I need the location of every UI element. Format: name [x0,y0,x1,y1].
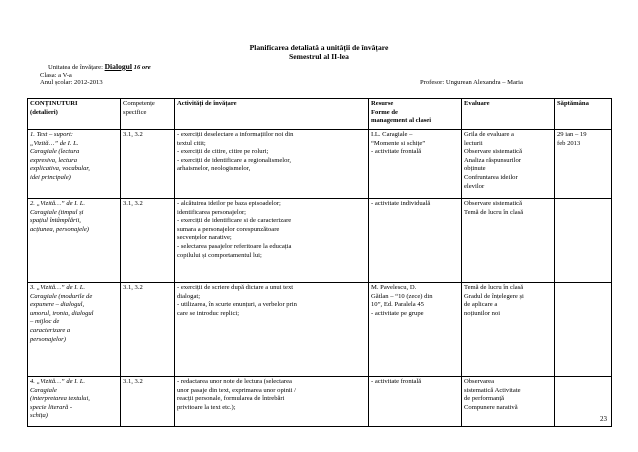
cell-week [555,283,612,377]
cell-line: Temă de lucru în clasă [464,208,524,216]
cell-line: CONȚINUTURI [30,100,78,107]
cell-line: arhaismelor, neologismelor, [177,165,251,173]
cell-line: spațiul întâmplării, [30,217,81,225]
cell-line: - exerciții de citire, citire pe roluri; [177,148,269,156]
cell-evaluation [462,283,555,377]
cell-line: Analiza răspunsurilor [464,156,521,164]
cell-line: noțiunilor noi [464,309,501,317]
cell-line: Resurse [371,100,394,107]
table-row [28,377,612,427]
cell-line: expunere – dialogul, [30,301,85,309]
cell-competences [121,199,175,283]
cell-content [28,283,121,377]
cell-line: “Momente si schițe” [371,139,426,147]
cell-line: I.L. Caragiale – [371,131,413,138]
cell-line: textul citit; [177,139,206,147]
cell-line: (detalieri) [30,108,58,116]
cell-line: Caragiale [30,386,57,394]
cell-line: (interpretarea textului, [30,395,90,403]
cell-line: - exerciții deselectare a informațiilor noi din [177,131,294,138]
cell-line: Caragiale (modurile de [30,292,93,300]
cell-content [28,377,121,427]
cell-line: Caragiale (lectura [30,148,80,156]
header-resources [369,99,462,130]
cell-line: Observarea [464,378,495,385]
table-header-row [28,99,612,130]
page-title: Planificarea detaliată a unității de învățare [249,43,389,52]
cell-line: acțiunea, personajele) [30,225,89,233]
cell-line: dialogat; [177,292,201,300]
cell-line: - redactarea unor note de lectura (selectarea [177,378,292,385]
header-evaluation [462,99,555,130]
cell-line: Gradul de înțelegere și [464,292,524,300]
cell-resources [369,199,462,283]
cell-line: Gătlan – “10 (zece) din [371,292,433,300]
cell-line: unor pasaje din text, exprimarea unor opinii / [177,386,297,394]
page-number: 23 [600,415,607,423]
planning-table [27,98,612,427]
cell-week [555,199,612,283]
cell-line: personajelor) [30,335,66,343]
cell-resources [369,377,462,427]
header-content [28,99,121,130]
cell-line: sistematică Activitate [464,386,521,394]
cell-line: schița) [30,412,48,420]
header-activities [175,99,369,130]
cell-line: - utilizarea, în scurte enunțuri, a verbelor prin [177,301,297,309]
cell-line: identificarea personajelor; [177,208,247,216]
cell-line: feb 2013 [557,139,581,147]
unit-name: Dialogul [104,62,133,71]
cell-line: Grila de evaluare a [464,131,514,138]
cell-line: idei principale) [30,173,71,181]
cell-line: reacții personale, formularea de întrebări [177,395,285,403]
cell-line: - exerciții de identificare a regionalismelor, [177,156,291,164]
cell-line: care se introduc replici; [177,309,240,317]
cell-line: de performanță [464,395,505,403]
cell-line: Observare sistematică [464,200,523,207]
school-year-line: Anul școlar: 2012-2013 [40,79,103,86]
cell-line: expresiva, lectura [30,156,77,164]
professor-line: Profesor: Ungurean Alexandra – Maria [420,79,523,86]
cell-line: - exerciții de identificare si de caracterizare [177,217,292,225]
cell-line: specie literară - [30,403,73,411]
cell-line: Forme de [371,108,398,116]
table-row [28,199,612,283]
cell-line: - alcătuirea ideilor pe baza episoadelor; [177,200,281,207]
cell-line: Observare sistematică [464,148,523,156]
unit-label: Unitatea de învățare: [48,64,103,71]
cell-content [28,199,121,283]
cell-line: 4. „Vizită…” de I. L. [30,378,86,385]
cell-line: management al clasei [371,117,432,125]
unit-hours: 16 ore [133,64,151,71]
cell-line: - activitate individuală [371,200,431,207]
cell-line: 29 ian – 19 [557,131,587,138]
cell-evaluation [462,130,555,199]
semester-title: Semestrul al II-lea [289,52,349,61]
cell-line: Temă de lucru în clasă [464,284,524,291]
cell-line: M. Pavelescu, D. [371,284,417,291]
cell-line: 3.1, 3.2 [123,378,143,385]
table-row [28,283,612,377]
cell-activities [175,283,369,377]
header-week [555,99,612,130]
cell-line: 3. „Vizită…” de I. L. [30,284,86,291]
cell-line: 10”, Ed. Paralela 45 [371,301,424,309]
cell-competences [121,377,175,427]
cell-content [28,130,121,199]
cell-line: caracterizare a [30,326,71,334]
cell-line: 3.1, 3.2 [123,284,143,291]
cell-line: - selectarea pasajelor referitoare la educația [177,242,292,250]
cell-line: explicativa, vocabular, [30,165,90,173]
cell-competences [121,283,175,377]
cell-line: 3.1, 3.2 [123,200,143,207]
cell-line: - exerciții de scriere după dictare a unui text [177,284,294,291]
cell-activities [175,130,369,199]
cell-line: Săptămâna [557,100,589,107]
cell-line: Confruntarea ideilor [464,173,518,181]
cell-line: 2. „Vizită…” de I. L. [30,200,86,207]
cell-line: - activitate frontală [371,378,422,385]
unit-line [48,63,151,72]
table-row [28,130,612,199]
cell-line: umorul, ironia, dialogul [30,309,94,317]
cell-line: sumara a personajelor corespunzătoare [177,225,280,233]
class-line: Clasa: a V-a [40,72,72,79]
cell-resources [369,130,462,199]
cell-line: – mijloc de [30,318,60,326]
cell-line: Activități de învățare [177,100,237,107]
cell-line: elevilor [464,182,485,190]
cell-line: privitoare la text etc.); [177,403,236,411]
cell-line: lecturii [464,139,483,147]
cell-activities [175,377,369,427]
cell-activities [175,199,369,283]
cell-line: copilului și comportamentul lui; [177,251,262,259]
cell-line: specifice [123,108,147,116]
header-competences [121,99,175,130]
cell-line: Evaluare [464,100,490,107]
cell-evaluation [462,377,555,427]
cell-line: obținute [464,165,486,173]
cell-line: Competențe [123,100,155,107]
cell-week [555,130,612,199]
cell-resources [369,283,462,377]
cell-line: 1. Text – suport: [30,131,73,138]
cell-competences [121,130,175,199]
cell-line: 3.1, 3.2 [123,131,143,138]
cell-line: - activitate frontală [371,148,422,156]
cell-line: „Vizită…” de I. L. [30,139,79,147]
cell-line: de aplicare a [464,301,498,309]
cell-evaluation [462,199,555,283]
cell-line: secvențelor narative; [177,234,232,242]
cell-line: Caragiale (timpul și [30,208,84,216]
cell-line: - activitate pe grupe [371,309,424,317]
cell-line: Compunere narativă [464,403,518,411]
